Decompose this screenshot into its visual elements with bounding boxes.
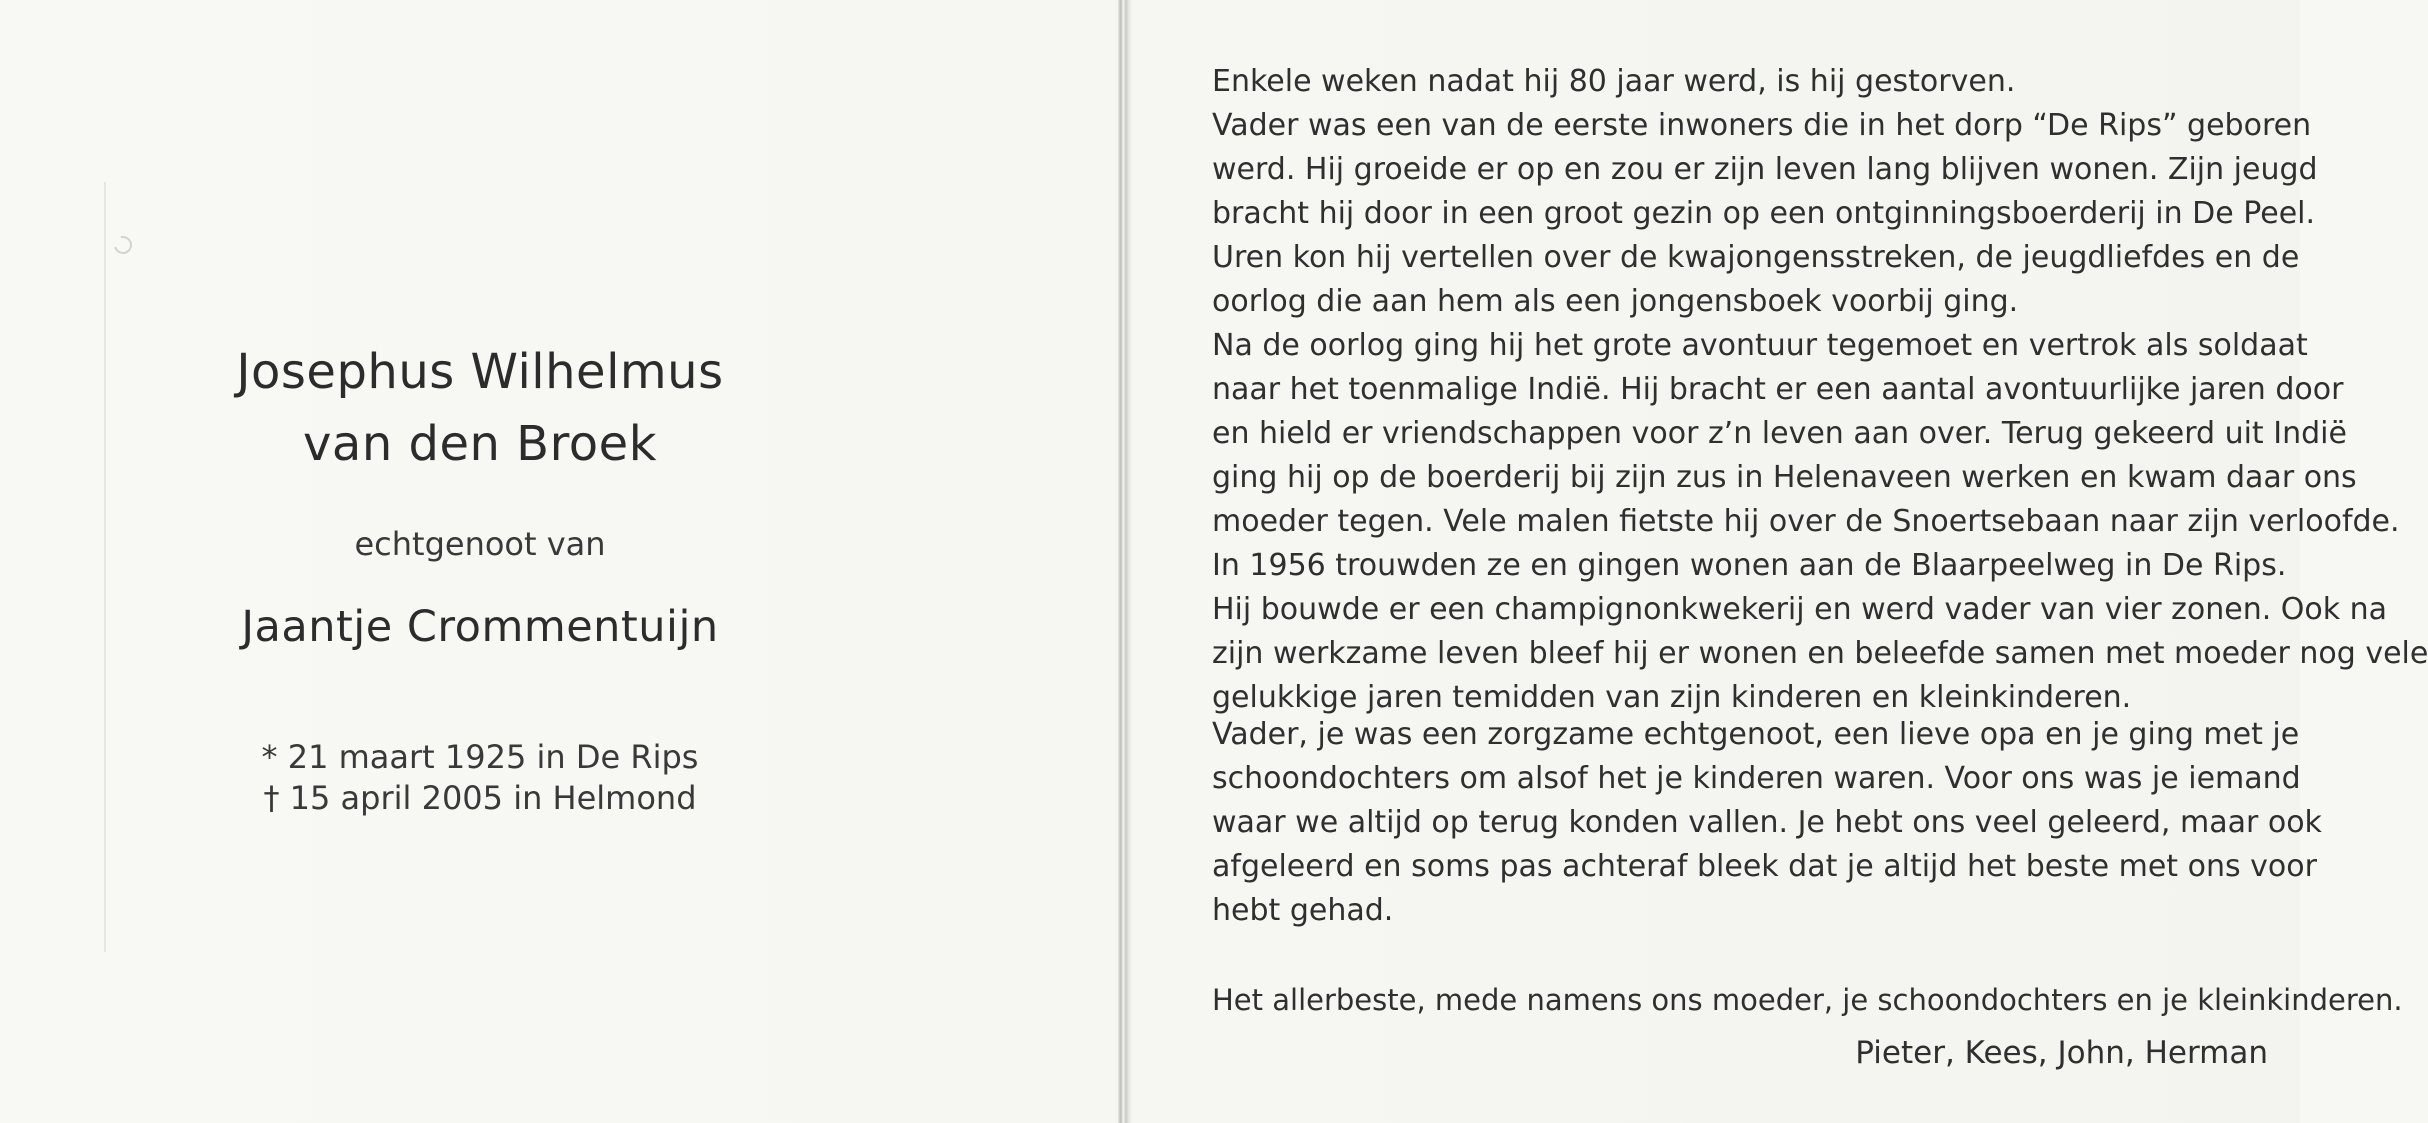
memorial-text-line: afgeleerd en soms pas achteraf bleek dat je altijd het beste met ons voor — [1212, 849, 2317, 884]
memorial-text-line: oorlog die aan hem als een jongensboek voorbij ging. — [1212, 284, 2019, 319]
memorial-text-line: Vader, je was een zorgzame echtgenoot, een lieve opa en je ging met je — [1212, 717, 2300, 752]
memorial-text-line: en hield er vriendschappen voor z’n leven aan over. Terug gekeerd uit Indië — [1212, 416, 2347, 451]
memorial-text-line: waar we altijd op terug konden vallen. Je hebt ons veel geleerd, maar ook — [1212, 805, 2322, 840]
memorial-text-line: Vader was een van de eerste inwoners die in het dorp “De Rips” geboren — [1212, 108, 2312, 143]
memorial-text-paragraph-2 — [1212, 713, 2322, 933]
memorial-text-line: hebt gehad. — [1212, 893, 1394, 928]
center-fold-line — [1118, 0, 1132, 1123]
left-card-panel — [0, 0, 1118, 1123]
memorial-text-line: In 1956 trouwden ze en gingen wonen aan de Blaarpeelweg in De Rips. — [1212, 548, 2287, 583]
scan-mark — [111, 233, 136, 258]
deceased-last-name: van den Broek — [303, 416, 657, 472]
death-date-location: † 15 april 2005 in Helmond — [263, 779, 697, 817]
memorial-text-line: zijn werkzame leven bleef hij er wonen en beleefde samen met moeder nog vele — [1212, 636, 2428, 671]
relation-label: echtgenoot van — [354, 525, 606, 563]
memorial-text-line: moeder tegen. Vele malen fietste hij over de Snoertsebaan naar zijn verloofde. — [1212, 504, 2400, 539]
memorial-text-line: schoondochters om alsof het je kinderen waren. Voor ons was je iemand — [1212, 761, 2301, 796]
memorial-text-line: gelukkige jaren temidden van zijn kinderen en kleinkinderen. — [1212, 680, 2132, 715]
memorial-text-line: werd. Hij groeide er op en zou er zijn leven lang blijven wonen. Zijn jeugd — [1212, 152, 2318, 187]
memorial-text-line: Na de oorlog ging hij het grote avontuur tegemoet en vertrok als soldaat — [1212, 328, 2308, 363]
closing-message: Het allerbeste, mede namens ons moeder, je schoondochters en je kleinkinderen. — [1212, 983, 2403, 1017]
memorial-text-line: naar het toenmalige Indië. Hij bracht er een aantal avontuurlijke jaren door — [1212, 372, 2344, 407]
memorial-text-paragraph-1 — [1212, 60, 2428, 720]
birth-date-location: * 21 maart 1925 in De Rips — [261, 738, 699, 776]
memorial-text-line: bracht hij door in een groot gezin op een ontginningsboerderij in De Peel. — [1212, 196, 2316, 231]
memorial-text-line: Enkele weken nadat hij 80 jaar werd, is hij gestorven. — [1212, 64, 2016, 99]
deceased-first-names: Josephus Wilhelmus — [236, 344, 724, 400]
faint-page-edge — [104, 182, 106, 952]
signature: Pieter, Kees, John, Herman — [1855, 1035, 2268, 1071]
spouse-name: Jaantje Crommentuijn — [241, 602, 719, 652]
memorial-text-line: Hij bouwde er een champignonkwekerij en werd vader van vier zonen. Ook na — [1212, 592, 2388, 627]
memorial-text-line: Uren kon hij vertellen over de kwajongensstreken, de jeugdliefdes en de — [1212, 240, 2300, 275]
memorial-text-line: ging hij op de boerderij bij zijn zus in Helenaveen werken en kwam daar ons — [1212, 460, 2357, 495]
